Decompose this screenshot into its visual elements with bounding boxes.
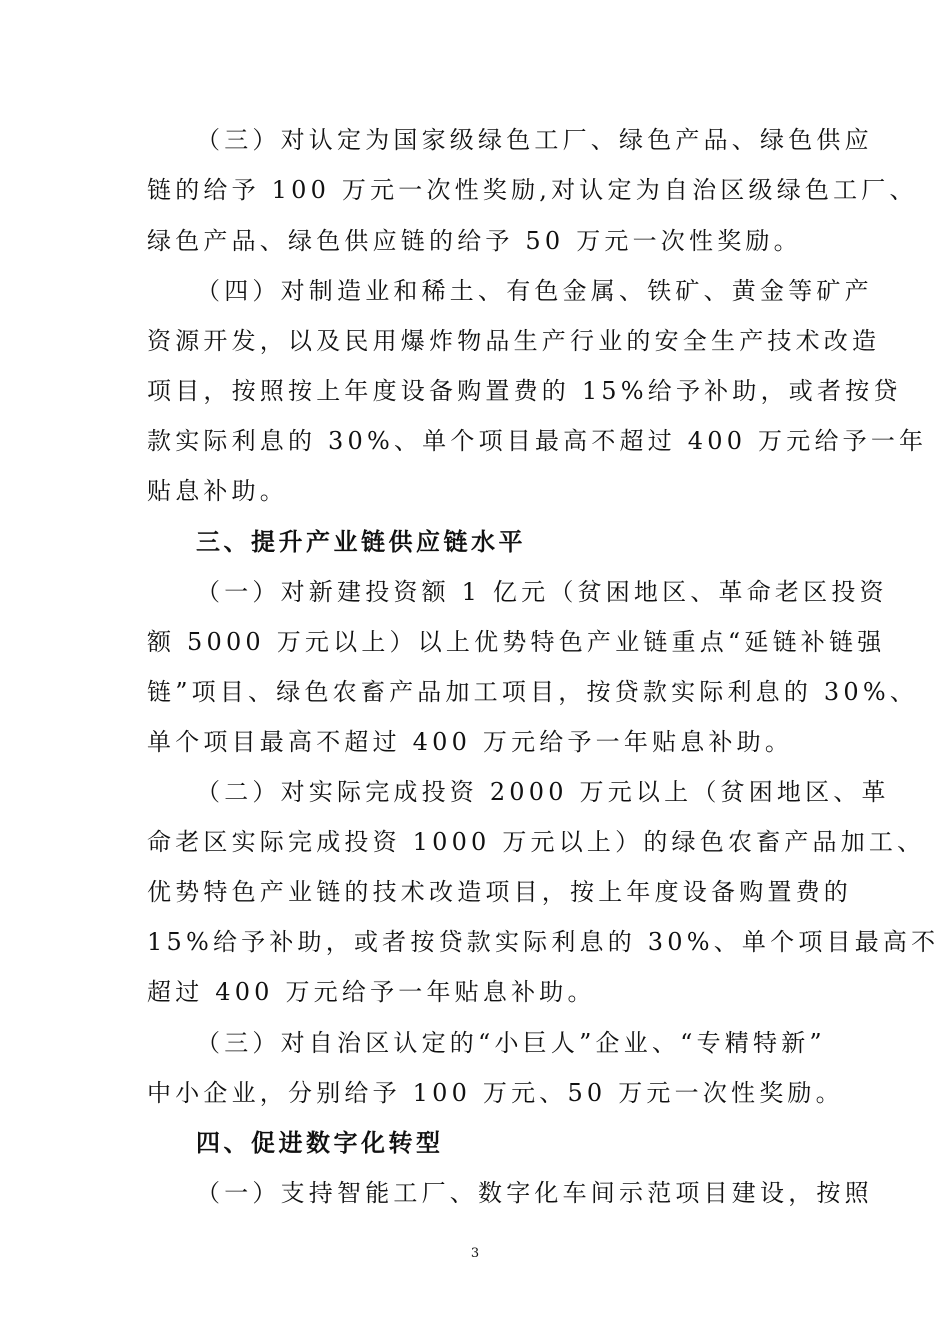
text-line: 优势特色产业链的技术改造项目，按上年度设备购置费的 — [147, 878, 852, 906]
text-line: 额 5000 万元以上）以上优势特色产业链重点“延链补链强 — [147, 628, 886, 656]
text-line: （二）对实际完成投资 2000 万元以上（贫困地区、革 — [196, 778, 890, 806]
section-heading: 四、促进数字化转型 — [196, 1129, 444, 1157]
text-line: 绿色产品、绿色供应链的给予 50 万元一次性奖励。 — [147, 227, 802, 255]
text-line: 款实际利息的 30%、单个项目最高不超过 400 万元给予一年 — [147, 427, 928, 455]
text-line: （四）对制造业和稀土、有色金属、铁矿、黄金等矿产 — [196, 277, 873, 305]
text-line: 中小企业，分别给予 100 万元、50 万元一次性奖励。 — [147, 1079, 844, 1107]
page-number: 3 — [470, 1246, 480, 1261]
text-line: 资源开发，以及民用爆炸物品生产行业的安全生产技术改造 — [147, 327, 881, 355]
text-line: （一）对新建投资额 1 亿元（贫困地区、革命老区投资 — [196, 578, 888, 606]
text-line: 贴息补助。 — [147, 477, 288, 505]
text-line: （一）支持智能工厂、数字化车间示范项目建设，按照 — [196, 1179, 873, 1207]
text-line: 链的给予 100 万元一次性奖励,对认定为自治区级绿色工厂、 — [147, 176, 918, 204]
text-line: （三）对自治区认定的“小巨人”企业、“专精特新” — [196, 1029, 826, 1057]
text-line: 超过 400 万元给予一年贴息补助。 — [147, 978, 596, 1006]
text-line: 链”项目、绿色农畜产品加工项目，按贷款实际利息的 30%、 — [147, 678, 919, 706]
text-line: 命老区实际完成投资 1000 万元以上）的绿色农畜产品加工、 — [147, 828, 926, 856]
text-line: （三）对认定为国家级绿色工厂、绿色产品、绿色供应 — [196, 126, 873, 154]
section-heading: 三、提升产业链供应链水平 — [196, 528, 526, 556]
text-line: 15%给予补助，或者按贷款实际利息的 30%、单个项目最高不 — [147, 928, 940, 956]
text-line: 单个项目最高不超过 400 万元给予一年贴息补助。 — [147, 728, 794, 756]
text-line: 项目，按照按上年度设备购置费的 15%给予补助，或者按贷 — [147, 377, 902, 405]
